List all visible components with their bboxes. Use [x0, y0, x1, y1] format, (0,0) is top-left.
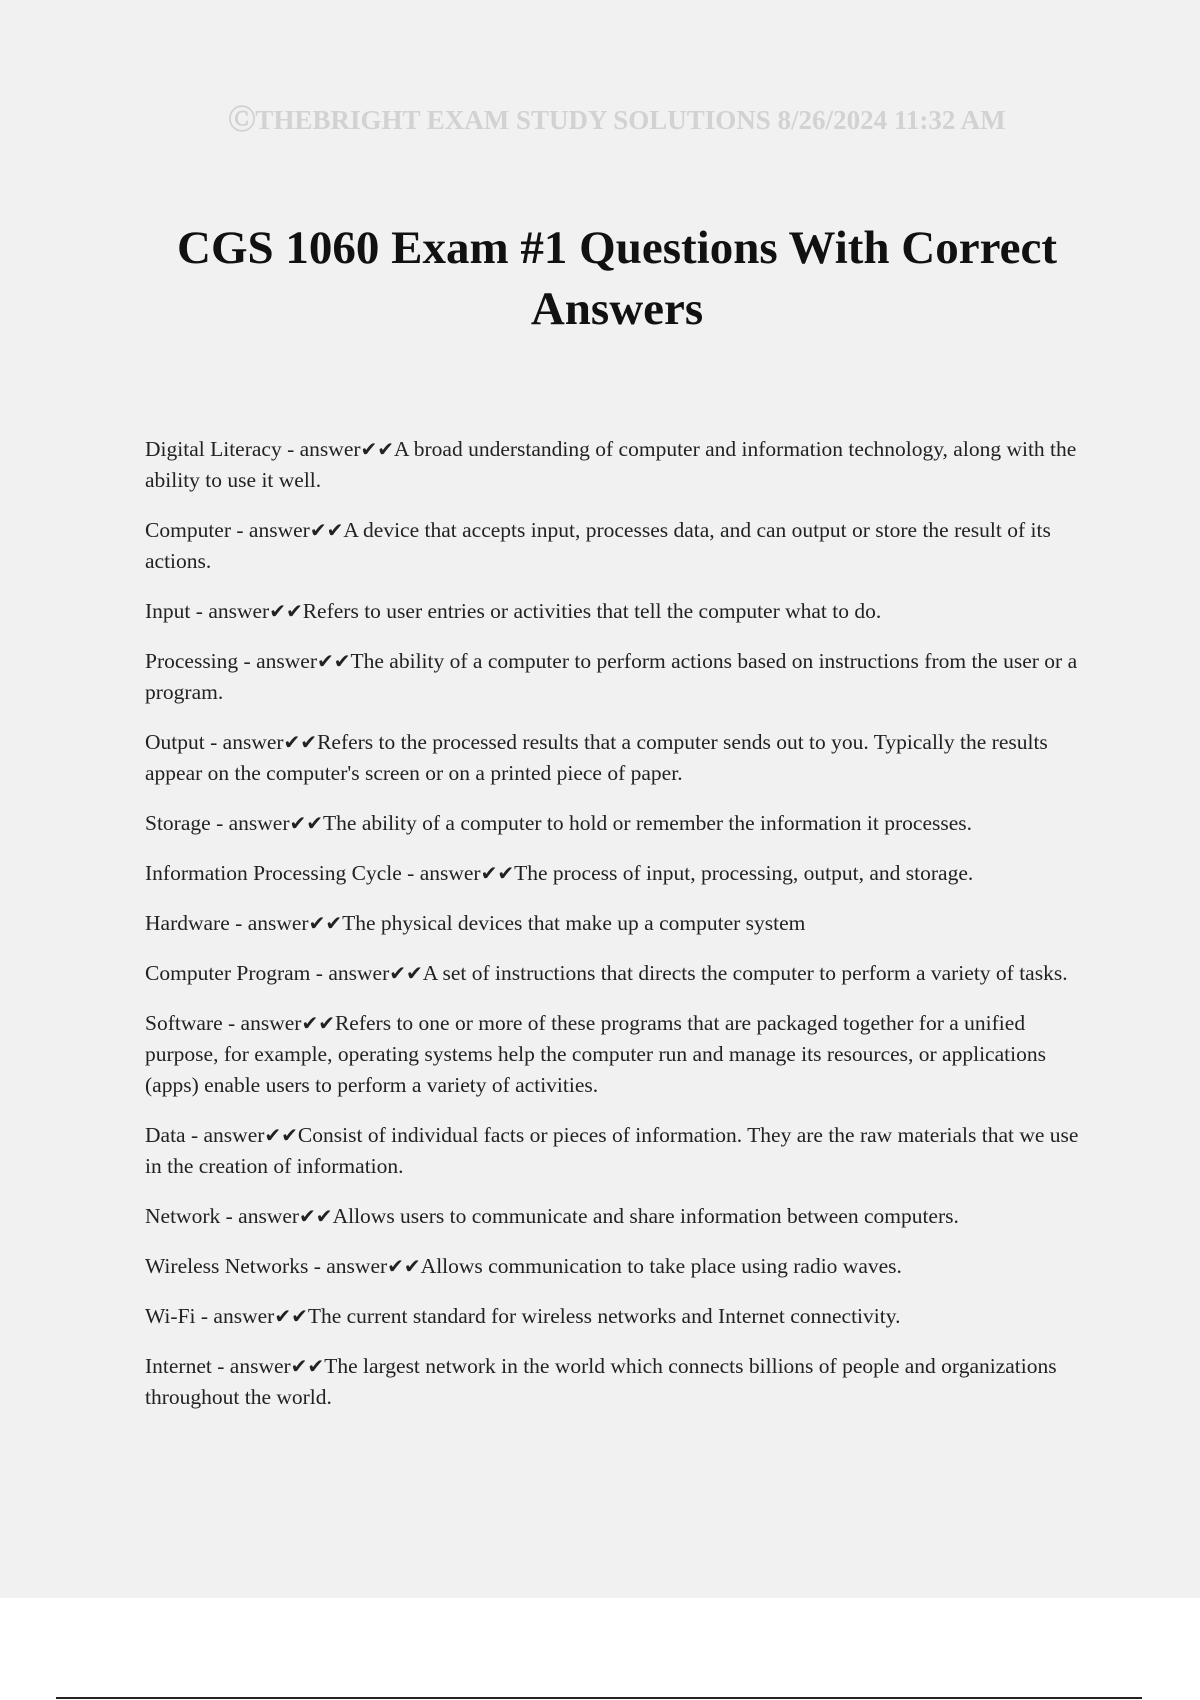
definition-entry: Information Processing Cycle - answer✔✔The process of input, processing, output, and storage.	[145, 861, 974, 885]
answer-marker: answer✔✔	[213, 1304, 308, 1328]
term-label: Processing	[145, 649, 239, 673]
definition-entry: Data - answer✔✔Consist of individual facts or pieces of information. They are the raw materials that we use in the creation of information.	[145, 1123, 1079, 1178]
term-label: Computer	[145, 518, 231, 542]
checkmark-icon: ✔✔	[274, 1304, 308, 1328]
definition-text: The ability of a computer to hold or remember the information it processes.	[323, 811, 973, 835]
definition-entry: Software - answer✔✔Refers to one or more of these programs that are packaged together for a unified purpose, for example, operating systems help the computer run and manage its resources, or applications (apps) enable users to perform a variety of activities.	[145, 1011, 1046, 1097]
definition-text: The process of input, processing, output, and storage.	[514, 861, 974, 885]
definition-text: The physical devices that make up a computer system	[342, 911, 806, 935]
answer-marker: answer✔✔	[328, 961, 423, 985]
checkmark-icon: ✔✔	[290, 1354, 325, 1378]
definition-entry: Wi-Fi - answer✔✔The current standard for wireless networks and Internet connectivity.	[145, 1304, 901, 1328]
answer-marker: answer✔✔	[203, 1123, 298, 1147]
definition-text: The largest network in the world which connects billions of people and organizations throughout the world.	[145, 1354, 1057, 1409]
definition-entry: Computer - answer✔✔A device that accepts input, processes data, and can output or store the result of its actions.	[145, 518, 1051, 573]
definition-entry: Output - answer✔✔Refers to the processed results that a computer sends out to you. Typically the results appear on the computer's screen or on a printed piece of paper.	[145, 730, 1048, 785]
definition-text: Refers to the processed results that a computer sends out to you. Typically the results appear on the computer's screen or on a printed piece of paper.	[145, 730, 1048, 785]
answer-marker: answer✔✔	[208, 599, 303, 623]
checkmark-icon: ✔✔	[389, 961, 423, 985]
answer-marker: answer✔✔	[256, 649, 351, 673]
term-label: Internet	[145, 1354, 212, 1378]
term-label: Input	[145, 599, 191, 623]
checkmark-icon: ✔✔	[387, 1254, 421, 1278]
term-label: Information Processing Cycle	[145, 861, 402, 885]
checkmark-icon: ✔✔	[264, 1123, 298, 1147]
definition-text: A set of instructions that directs the computer to perform a variety of tasks.	[422, 961, 1068, 985]
answer-marker: answer✔✔	[238, 1204, 333, 1228]
term-label: Hardware	[145, 911, 230, 935]
checkmark-icon: ✔✔	[360, 437, 395, 461]
term-label: Data	[145, 1123, 186, 1147]
term-label: Digital Literacy	[145, 437, 282, 461]
checkmark-icon: ✔✔	[283, 730, 318, 754]
definition-entry: Wireless Networks - answer✔✔Allows communication to take place using radio waves.	[145, 1254, 902, 1278]
term-label: Software	[145, 1011, 223, 1035]
definition-text: Refers to one or more of these programs that are packaged together for a unified purpose, for example, operating systems help the computer run and manage its resources, or applications (apps) enable users to perform a variety of activities.	[145, 1011, 1046, 1097]
definition-text: Refers to user entries or activities that tell the computer what to do.	[302, 599, 882, 623]
definition-list	[145, 434, 1090, 1432]
term-label: Computer Program	[145, 961, 311, 985]
page-title: CGS 1060 Exam #1 Questions With Correct Answers	[177, 222, 1057, 335]
definition-text: A device that accepts input, processes data, and can output or store the result of its actions.	[145, 518, 1051, 573]
checkmark-icon: ✔✔	[301, 1011, 335, 1035]
definition-text: A broad understanding of computer and information technology, along with the ability to use it well.	[145, 437, 1077, 492]
definition-entry: Hardware - answer✔✔The physical devices that make up a computer system	[145, 911, 806, 935]
checkmark-icon: ✔✔	[480, 861, 515, 885]
checkmark-icon: ✔✔	[299, 1204, 333, 1228]
checkmark-icon: ✔✔	[316, 649, 351, 673]
answer-marker: answer✔✔	[222, 730, 318, 754]
answer-marker: answer✔✔	[229, 1354, 325, 1378]
term-label: Network	[145, 1204, 221, 1228]
definition-text: The ability of a computer to perform actions based on instructions from the user or a program.	[145, 649, 1078, 704]
checkmark-icon: ✔✔	[269, 599, 303, 623]
answer-marker: answer✔✔	[240, 1011, 335, 1035]
definition-entry: Input - answer✔✔Refers to user entries or activities that tell the computer what to do.	[145, 599, 882, 623]
answer-marker: answer✔✔	[248, 518, 344, 542]
definition-entry: Internet - answer✔✔The largest network in the world which connects billions of people and organizations throughout the world.	[145, 1354, 1057, 1409]
page-divider	[56, 1697, 1142, 1699]
watermark: ⒸTHEBRIGHT EXAM STUDY SOLUTIONS 8/26/2024 11:32 AM	[228, 105, 1006, 135]
answer-marker: answer✔✔	[326, 1254, 421, 1278]
definition-entry: Computer Program - answer✔✔A set of instructions that directs the computer to perform a variety of tasks.	[145, 961, 1068, 985]
definition-text: Allows users to communicate and share information between computers.	[332, 1204, 959, 1228]
term-label: Output	[145, 730, 205, 754]
answer-marker: answer✔✔	[228, 811, 324, 835]
answer-marker: answer✔✔	[419, 861, 515, 885]
definition-text: Consist of individual facts or pieces of information. They are the raw materials that we use in the creation of information.	[145, 1123, 1079, 1178]
definition-entry: Network - answer✔✔Allows users to communicate and share information between computers.	[145, 1204, 959, 1228]
definition-text: Allows communication to take place using radio waves.	[420, 1254, 902, 1278]
term-label: Storage	[145, 811, 211, 835]
definition-entry: Processing - answer✔✔The ability of a computer to perform actions based on instructions from the user or a program.	[145, 649, 1078, 704]
term-label: Wireless Networks	[145, 1254, 309, 1278]
answer-marker: answer✔✔	[247, 911, 343, 935]
term-label: Wi-Fi	[145, 1304, 196, 1328]
answer-marker: answer✔✔	[299, 437, 395, 461]
checkmark-icon: ✔✔	[308, 911, 343, 935]
checkmark-icon: ✔✔	[289, 811, 324, 835]
checkmark-icon: ✔✔	[309, 518, 344, 542]
definition-entry: Digital Literacy - answer✔✔A broad understanding of computer and information technology, along with the ability to use it well.	[145, 437, 1077, 492]
definition-entry: Storage - answer✔✔The ability of a computer to hold or remember the information it processes.	[145, 811, 973, 835]
definition-text: The current standard for wireless networks and Internet connectivity.	[307, 1304, 901, 1328]
